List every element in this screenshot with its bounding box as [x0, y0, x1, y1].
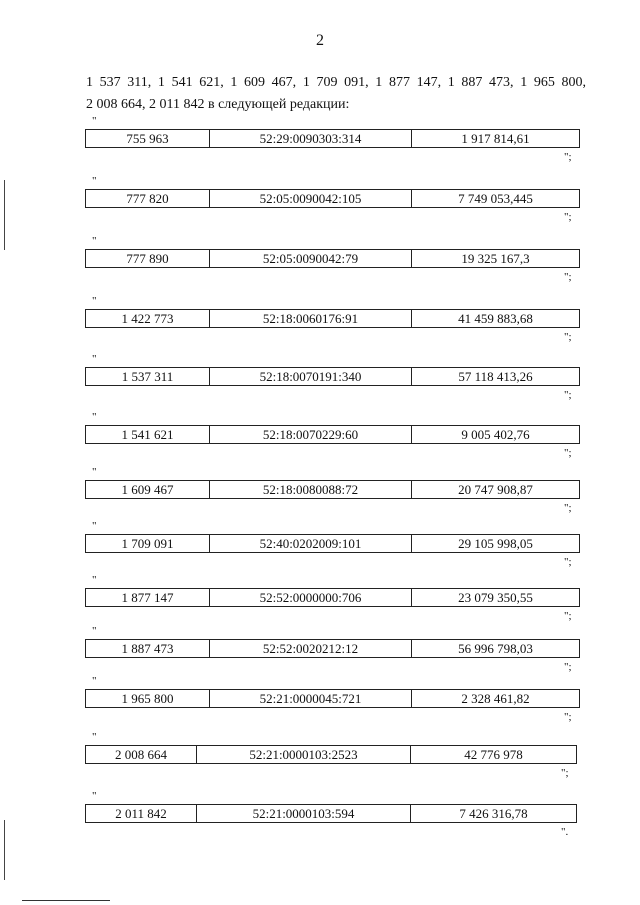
closing-quote: "; — [564, 331, 572, 343]
closing-quote: "; — [564, 151, 572, 163]
intro-line-2: 2 008 664, 2 011 842 в следующей редакции: — [86, 97, 350, 112]
table-row — [85, 480, 580, 499]
record-block — [0, 520, 640, 572]
cadastral-value-cell: 56 996 798,03 — [411, 640, 579, 657]
closing-quote: ". — [561, 826, 569, 838]
closing-quote: "; — [564, 661, 572, 673]
record-block — [0, 411, 640, 463]
page-number: 2 — [316, 32, 324, 49]
cadastral-value-cell: 7 426 316,78 — [410, 805, 576, 822]
table-row — [85, 689, 580, 708]
object-id-cell: 2 011 842 — [115, 806, 167, 821]
closing-quote: "; — [564, 556, 572, 568]
cadastral-value-cell: 1 917 814,61 — [411, 130, 579, 147]
opening-quote: " — [92, 466, 97, 478]
table-row — [85, 425, 580, 444]
opening-quote: " — [92, 625, 97, 637]
intro-line-1: 1 537 311, 1 541 621, 1 609 467, 1 709 091, 1 877 147, 1 887 473, 1 965 800, — [86, 75, 586, 90]
opening-quote: " — [92, 115, 97, 127]
cadastral-value-cell: 19 325 167,3 — [411, 250, 579, 267]
cadastral-number-cell: 52:18:0070191:340 — [209, 368, 411, 385]
cadastral-number-cell: 52:52:0000000:706 — [209, 589, 411, 606]
table-row — [85, 309, 580, 328]
record-block — [0, 574, 640, 626]
cadastral-value-cell: 2 328 461,82 — [411, 690, 579, 707]
footer-rule — [22, 900, 110, 901]
cadastral-number-cell: 52:05:0090042:105 — [209, 190, 411, 207]
closing-quote: "; — [564, 711, 572, 723]
table-row — [85, 249, 580, 268]
record-block — [0, 625, 640, 677]
cadastral-value-cell: 20 747 908,87 — [411, 481, 579, 498]
opening-quote: " — [92, 790, 97, 802]
opening-quote: " — [92, 295, 97, 307]
closing-quote: "; — [564, 389, 572, 401]
closing-quote: "; — [564, 271, 572, 283]
closing-quote: "; — [561, 767, 569, 779]
record-block — [0, 235, 640, 287]
cadastral-number-cell: 52:21:0000103:2523 — [196, 746, 410, 763]
object-id-cell: 2 008 664 — [115, 747, 167, 762]
opening-quote: " — [92, 235, 97, 247]
table-row — [85, 534, 580, 553]
cadastral-number-cell: 52:21:0000103:594 — [196, 805, 410, 822]
table-row — [85, 129, 580, 148]
table-row — [85, 639, 580, 658]
cadastral-value-cell: 41 459 883,68 — [411, 310, 579, 327]
object-id-cell: 777 820 — [126, 191, 169, 206]
intro-paragraph — [86, 72, 586, 116]
object-id-cell: 1 877 147 — [121, 590, 174, 605]
opening-quote: " — [92, 175, 97, 187]
scan-edge-mark — [4, 180, 5, 250]
table-row — [85, 189, 580, 208]
object-id-cell: 1 965 800 — [121, 691, 174, 706]
cadastral-number-cell: 52:18:0080088:72 — [209, 481, 411, 498]
cadastral-number-cell: 52:18:0060176:91 — [209, 310, 411, 327]
record-block — [0, 115, 640, 167]
closing-quote: "; — [564, 447, 572, 459]
record-block — [0, 466, 640, 518]
closing-quote: "; — [564, 610, 572, 622]
opening-quote: " — [92, 411, 97, 423]
cadastral-value-cell: 29 105 998,05 — [411, 535, 579, 552]
cadastral-value-cell: 57 118 413,26 — [411, 368, 579, 385]
closing-quote: "; — [564, 502, 572, 514]
cadastral-number-cell: 52:29:0090303:314 — [209, 130, 411, 147]
record-block — [0, 175, 640, 227]
object-id-cell: 1 537 311 — [121, 369, 174, 384]
cadastral-number-cell: 52:52:0020212:12 — [209, 640, 411, 657]
record-block — [0, 790, 640, 842]
opening-quote: " — [92, 353, 97, 365]
object-id-cell: 755 963 — [126, 131, 169, 146]
cadastral-number-cell: 52:21:0000045:721 — [209, 690, 411, 707]
table-row — [85, 804, 577, 823]
record-block — [0, 675, 640, 727]
closing-quote: "; — [564, 211, 572, 223]
opening-quote: " — [92, 520, 97, 532]
object-id-cell: 1 609 467 — [121, 482, 174, 497]
scan-edge-mark — [4, 820, 5, 880]
object-id-cell: 1 887 473 — [121, 641, 174, 656]
object-id-cell: 777 890 — [126, 251, 169, 266]
cadastral-value-cell: 9 005 402,76 — [411, 426, 579, 443]
cadastral-number-cell: 52:40:0202009:101 — [209, 535, 411, 552]
record-block — [0, 353, 640, 405]
cadastral-number-cell: 52:18:0070229:60 — [209, 426, 411, 443]
object-id-cell: 1 541 621 — [121, 427, 174, 442]
cadastral-value-cell: 42 776 978 — [410, 746, 576, 763]
cadastral-value-cell: 7 749 053,445 — [411, 190, 579, 207]
table-row — [85, 588, 580, 607]
record-block — [0, 731, 640, 783]
cadastral-value-cell: 23 079 350,55 — [411, 589, 579, 606]
record-block — [0, 295, 640, 347]
table-row — [85, 745, 577, 764]
cadastral-number-cell: 52:05:0090042:79 — [209, 250, 411, 267]
opening-quote: " — [92, 675, 97, 687]
object-id-cell: 1 709 091 — [121, 536, 174, 551]
opening-quote: " — [92, 731, 97, 743]
object-id-cell: 1 422 773 — [121, 311, 174, 326]
opening-quote: " — [92, 574, 97, 586]
table-row — [85, 367, 580, 386]
